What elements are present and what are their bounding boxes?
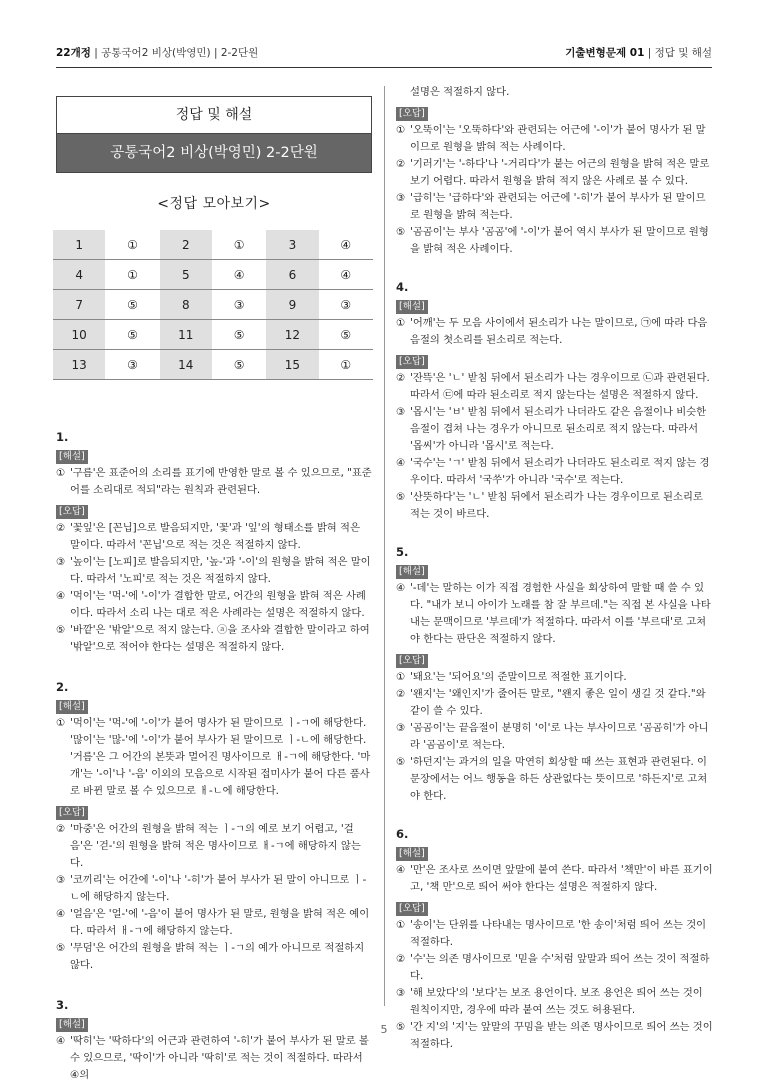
explanation-item bbox=[56, 622, 372, 656]
item-text: '얼음'은 '얼-'에 '-음'이 붙어 명사가 된 말로, 원형을 밝혀 적은 예이다. 따라서 ㅐ-ㄱ에 해당하지 않는다. bbox=[70, 908, 370, 937]
item-text: '잔뜩'은 'ㄴ' 받침 뒤에서 된소리가 나는 경우이므로 ㉡과 관련된다. 따라서 ㉢에 따라 된소리로 적지 않는다는 설명은 적절하지 않다. bbox=[410, 372, 710, 401]
question-number: 4. bbox=[396, 280, 409, 294]
explanation-item bbox=[396, 190, 714, 224]
answer-choice: ③ bbox=[105, 350, 159, 380]
choice-number: ② bbox=[396, 372, 406, 384]
explanation-item bbox=[396, 686, 714, 720]
header-section: | 정답 및 해설 bbox=[644, 47, 712, 59]
header-rule bbox=[56, 67, 712, 68]
wrong-answer-tag: [오답] bbox=[396, 654, 428, 668]
answer-question-number: 9 bbox=[266, 290, 318, 320]
choice-number: ④ bbox=[56, 908, 66, 920]
answer-table bbox=[53, 229, 373, 380]
explanation-item bbox=[396, 862, 714, 896]
wrong-answer-tag: [오답] bbox=[56, 806, 88, 820]
explanation-item bbox=[396, 580, 714, 648]
explanation-item bbox=[56, 906, 372, 940]
item-text: '곰곰이'는 부사 '곰곰'에 '-이'가 붙어 역시 부사가 된 말이므로 원형을 밝혀 적은 사례이다. bbox=[410, 226, 709, 255]
item-text: '돼요'는 '되어요'의 준말이므로 적절한 표기이다. bbox=[410, 671, 627, 683]
item-text: '해 보았다'의 '보다'는 보조 용언이다. 보조 용언은 띄어 쓰는 것이 원칙이지만, 경우에 따라 붙여 쓰는 것도 허용된다. bbox=[410, 987, 703, 1016]
answer-question-number: 12 bbox=[266, 320, 318, 350]
choice-number: ④ bbox=[396, 457, 406, 469]
answer-choice: ① bbox=[105, 230, 159, 260]
page-header bbox=[0, 0, 768, 62]
explanation-item bbox=[396, 156, 714, 190]
explanation-item bbox=[56, 940, 372, 974]
choice-number: ③ bbox=[396, 192, 406, 204]
explanation-items bbox=[56, 1033, 372, 1084]
title-box bbox=[56, 96, 372, 173]
explanation-item bbox=[56, 872, 372, 906]
item-text: '수'는 의존 명사이므로 '믿을 수'처럼 앞말과 띄어 쓰는 것이 적절하다. bbox=[410, 953, 710, 982]
wrong-answer-tag: [오답] bbox=[396, 107, 428, 121]
wrong-answer-tag: [오답] bbox=[56, 505, 88, 519]
question-3 bbox=[56, 998, 372, 1084]
item-text: '급히'는 '급하다'와 관련되는 어근에 '-히'가 붙어 부사가 된 말이므로 원형을 밝혀 적는다. bbox=[410, 192, 706, 221]
answer-row bbox=[53, 260, 373, 290]
item-text: '오뚝이'는 '오뚝하다'와 관련되는 어근에 '-이'가 붙어 명사가 된 말이므로 원형을 밝혀 적는 사례이다. bbox=[410, 124, 706, 153]
item-text: '먹이'는 '먹-'에 '-이'가 결합한 말로, 어간의 원형을 밝혀 적은 사례이다. 따라서 소리 나는 대로 적은 사례라는 설명은 적절하지 않다. bbox=[70, 590, 366, 619]
choice-number: ① bbox=[396, 124, 406, 136]
question-number: 1. bbox=[56, 430, 69, 444]
wrong-answer-tag: [오답] bbox=[396, 355, 428, 369]
explanation-items bbox=[396, 370, 714, 523]
explanation-items bbox=[396, 580, 714, 648]
answer-choice: ⑤ bbox=[212, 350, 266, 380]
question-1 bbox=[56, 430, 372, 656]
header-left bbox=[56, 45, 258, 60]
continued-text: 설명은 적절하지 않다. bbox=[410, 86, 510, 98]
explanation-tag: [해설] bbox=[396, 565, 428, 579]
question-number: 6. bbox=[396, 827, 409, 841]
item-text: '딱히'는 '딱하다'의 어근과 관련하여 '-히'가 붙어 부사가 된 말로 볼 수 있으므로, '딱이'가 아니라 '딱히'로 적는 것이 적절하다. 따라서 ④의 bbox=[70, 1035, 369, 1081]
choice-number: ① bbox=[396, 671, 406, 683]
explanation-item bbox=[396, 985, 714, 1019]
answer-question-number: 7 bbox=[53, 290, 105, 320]
question-5 bbox=[396, 545, 714, 805]
explanation-item bbox=[396, 404, 714, 455]
item-text: '구름'은 표준어의 소리를 표기에 반영한 말로 볼 수 있으므로, "표준어를 소리대로 적되"라는 원칙과 관련된다. bbox=[70, 467, 372, 496]
choice-number: ② bbox=[56, 522, 66, 534]
explanation-item bbox=[396, 455, 714, 489]
choice-number: ③ bbox=[56, 874, 66, 886]
page-number: 5 bbox=[380, 1023, 388, 1036]
question-number: 3. bbox=[56, 998, 69, 1012]
explanation-item bbox=[396, 489, 714, 523]
explanation-items bbox=[56, 520, 372, 656]
explanation-item bbox=[56, 588, 372, 622]
explanation-item bbox=[56, 465, 372, 499]
answer-summary-title: <정답 모아보기> bbox=[157, 196, 271, 212]
column-divider bbox=[384, 86, 385, 1006]
answer-choice: ④ bbox=[319, 260, 373, 290]
item-text: '곰곰이'는 끝음절이 분명히 '이'로 나는 부사이므로 '곰곰히'가 아니라 '곰곰이'로 적는다. bbox=[410, 722, 709, 751]
item-text: '국수'는 'ㄱ' 받침 뒤에서 된소리가 나더라도 된소리로 적지 않는 경우이다. 따라서 '국쑤'가 아니라 '국수'로 적는다. bbox=[410, 457, 710, 486]
explanation-item bbox=[56, 554, 372, 588]
choice-number: ⑤ bbox=[396, 491, 406, 503]
explanation-item bbox=[396, 917, 714, 951]
answer-question-number: 4 bbox=[53, 260, 105, 290]
item-text: '기러기'는 '-하다'나 '-거리다'가 붙는 어근의 원형을 밝혀 적은 말로 보기 어렵다. 따라서 원형을 밝혀 적지 않은 사례로 볼 수 있다. bbox=[410, 158, 710, 187]
title-course-unit: 공통국어2 비상(박영민) 2-2단원 bbox=[57, 134, 371, 172]
answer-choice: ⑤ bbox=[212, 320, 266, 350]
explanation-item bbox=[56, 1033, 372, 1084]
answer-choice: ⑤ bbox=[105, 290, 159, 320]
item-text: '산뜻하다'는 'ㄴ' 받침 뒤에서 된소리가 나는 경우이므로 된소리로 적는 것이 바르다. bbox=[410, 491, 703, 520]
choice-number: ② bbox=[396, 688, 406, 700]
choice-number: ③ bbox=[396, 722, 406, 734]
title-answer-explanation: 정답 및 해설 bbox=[57, 97, 371, 134]
item-text: '무덤'은 어간의 원형을 밝혀 적는 ㅣ-ㄱ의 예가 아니므로 적절하지 않다. bbox=[70, 942, 365, 971]
answer-choice: ⑤ bbox=[319, 320, 373, 350]
choice-number: ⑤ bbox=[396, 226, 406, 238]
choice-number: ③ bbox=[396, 987, 406, 999]
explanation-items bbox=[56, 821, 372, 974]
question-number: 2. bbox=[56, 680, 69, 694]
explanation-item bbox=[56, 715, 372, 800]
explanation-tag: [해설] bbox=[396, 847, 428, 861]
explanation-tag: [해설] bbox=[396, 300, 428, 314]
choice-number: ④ bbox=[56, 1035, 66, 1047]
answer-question-number: 15 bbox=[266, 350, 318, 380]
explanation-items bbox=[56, 715, 372, 800]
answer-question-number: 5 bbox=[160, 260, 212, 290]
right-column bbox=[396, 84, 714, 1053]
choice-number: ① bbox=[396, 317, 406, 329]
answer-choice: ④ bbox=[212, 260, 266, 290]
choice-number: ⑤ bbox=[56, 624, 66, 636]
answer-choice: ③ bbox=[319, 290, 373, 320]
answer-question-number: 14 bbox=[160, 350, 212, 380]
item-text: '코끼리'는 어간에 '-이'나 '-히'가 붙어 부사가 된 말이 아니므로 ㅣ-ㄴ에 해당하지 않는다. bbox=[70, 874, 367, 903]
answer-choice: ③ bbox=[212, 290, 266, 320]
answer-choice: ① bbox=[105, 260, 159, 290]
item-text: '바깥'은 '밖앝'으로 적지 않는다. ⓐ을 조사와 결합한 말이라고 하여 '밖앝'으로 적어야 한다는 설명은 적절하지 않다. bbox=[70, 624, 370, 653]
choice-number: ② bbox=[396, 158, 406, 170]
header-set: 기출변형문제 01 bbox=[565, 47, 645, 59]
header-right bbox=[565, 45, 712, 60]
explanation-items bbox=[396, 862, 714, 896]
choice-number: ① bbox=[56, 717, 66, 729]
answer-question-number: 6 bbox=[266, 260, 318, 290]
choice-number: ⑤ bbox=[56, 942, 66, 954]
item-text: '왠지'는 '왜인지'가 줄어든 말로, "왠지 좋은 일이 생길 것 같다."와 같이 쓸 수 있다. bbox=[410, 688, 706, 717]
choice-number: ② bbox=[396, 953, 406, 965]
item-text: '높이'는 [노피]로 발음되지만, '높-'과 '-이'의 원형을 밝혀 적은 말이다. 따라서 '노피'로 적는 것은 적절하지 않다. bbox=[70, 556, 371, 585]
item-text: '만'은 조사로 쓰이면 앞말에 붙여 쓴다. 따라서 '책만'이 바른 표기이고, '책 만'으로 띄어 써야 한다는 설명은 적절하지 않다. bbox=[410, 864, 713, 893]
answer-row bbox=[53, 290, 373, 320]
answer-row bbox=[53, 320, 373, 350]
explanation-item bbox=[396, 370, 714, 404]
answer-choice: ④ bbox=[319, 230, 373, 260]
explanation-item bbox=[396, 224, 714, 258]
explanation-tag: [해설] bbox=[56, 1018, 88, 1032]
item-text: '마중'은 어간의 원형을 밝혀 적는 ㅣ-ㄱ의 예로 보기 어렵고, '걸음'은 '걷-'의 원형을 밝혀 적은 명사이므로 ㅐ-ㄱ에 해당하지 않는다. bbox=[70, 823, 361, 869]
answer-question-number: 3 bbox=[266, 230, 318, 260]
item-text: '하던지'는 과거의 일을 막연히 회상할 때 쓰는 표현과 관련된다. 이 문장에서는 어느 행동을 하든 상관없다는 뜻이므로 '하든지'로 고쳐야 한다. bbox=[410, 756, 708, 802]
answer-question-number: 11 bbox=[160, 320, 212, 350]
question-4 bbox=[396, 280, 714, 523]
answer-question-number: 1 bbox=[53, 230, 105, 260]
choice-number: ② bbox=[56, 823, 66, 835]
choice-number: ③ bbox=[56, 556, 66, 568]
left-column bbox=[56, 96, 372, 1084]
explanation-tag: [해설] bbox=[56, 700, 88, 714]
item-text: '어깨'는 두 모음 사이에서 된소리가 나는 말이므로, ㉠에 따라 다음 음절의 첫소리를 된소리로 적는다. bbox=[410, 317, 708, 346]
explanation-tag: [해설] bbox=[56, 450, 88, 464]
wrong-answer-tag: [오답] bbox=[396, 902, 428, 916]
choice-number: ④ bbox=[396, 864, 406, 876]
answer-choice: ⑤ bbox=[105, 320, 159, 350]
choice-number: ④ bbox=[396, 582, 406, 594]
explanation-item bbox=[396, 315, 714, 349]
question-2 bbox=[56, 680, 372, 974]
answer-row bbox=[53, 350, 373, 380]
explanation-item bbox=[396, 122, 714, 156]
explanation-items bbox=[396, 315, 714, 349]
item-text: '꽃잎'은 [꼰닙]으로 발음되지만, '꽃'과 '잎'의 형태소를 밝혀 적은 말이다. 따라서 '꼰닙'으로 적는 것은 적절하지 않다. bbox=[70, 522, 360, 551]
explanation-item bbox=[396, 951, 714, 985]
question-6 bbox=[396, 827, 714, 1053]
answer-choice: ① bbox=[319, 350, 373, 380]
explanation-items bbox=[56, 465, 372, 499]
answer-question-number: 13 bbox=[53, 350, 105, 380]
answer-row bbox=[53, 230, 373, 260]
choice-number: ⑤ bbox=[396, 756, 406, 768]
choice-number: ③ bbox=[396, 406, 406, 418]
explanation-item bbox=[396, 669, 714, 686]
choice-number: ① bbox=[56, 467, 66, 479]
answer-question-number: 2 bbox=[160, 230, 212, 260]
explanation-item bbox=[56, 520, 372, 554]
item-text: '-데'는 말하는 이가 직접 경험한 사실을 회상하여 말할 때 쓸 수 있다. "내가 보니 아이가 노래를 참 잘 부르데."는 직접 본 사실을 나타내는 문맥이므로 '부르데'가 적절하다. 따라서 이를 '부르대'로 고쳐야 한다는 판단은 적절하지 않다. bbox=[410, 582, 711, 645]
item-text: '송이'는 단위를 나타내는 명사이므로 '한 송이'처럼 띄어 쓰는 것이 적절하다. bbox=[410, 919, 707, 948]
explanation-item bbox=[396, 720, 714, 754]
explanation-items bbox=[396, 122, 714, 258]
item-text: '간 지'의 '지'는 앞말의 꾸밈을 받는 의존 명사이므로 띄어 쓰는 것이 적절하다. bbox=[410, 1021, 713, 1050]
explanation-item bbox=[396, 754, 714, 805]
answer-choice: ① bbox=[212, 230, 266, 260]
choice-number: ④ bbox=[56, 590, 66, 602]
header-course: | 공통국어2 비상(박영민) | 2-2단원 bbox=[90, 47, 259, 59]
answer-question-number: 10 bbox=[53, 320, 105, 350]
choice-number: ① bbox=[396, 919, 406, 931]
item-text: '몹시'는 'ㅂ' 받침 뒤에서 된소리가 나더라도 같은 음절이나 비슷한 음절이 겹쳐 나는 경우가 아니므로 된소리로 적지 않는다. 따라서 '몹씨'가 아니라 '몹시'로 적는다. bbox=[410, 406, 707, 452]
header-edition: 22개정 bbox=[56, 47, 91, 59]
answer-question-number: 8 bbox=[160, 290, 212, 320]
item-text: '먹이'는 '먹-'에 '-이'가 붙어 명사가 된 말이므로 ㅣ-ㄱ에 해당한다. '많이'는 '많-'에 '-이'가 붙어 부사가 된 말이므로 ㅣ-ㄴ에 해당한다. '거름'은 그 어간의 본뜻과 멀어진 명사이므로 ㅐ-ㄱ에 해당한다. '마개'는 '-이'나 '-음' 이외의 모음으로 시작된 접미사가 붙어 다른 품사로 바뀐 말로 볼 수 있으므로 ㅐ-ㄴ에 해당한다. bbox=[70, 717, 371, 797]
question-number: 5. bbox=[396, 545, 409, 559]
explanation-items bbox=[396, 669, 714, 805]
explanation-item bbox=[56, 821, 372, 872]
choice-number: ⑤ bbox=[396, 1021, 406, 1033]
